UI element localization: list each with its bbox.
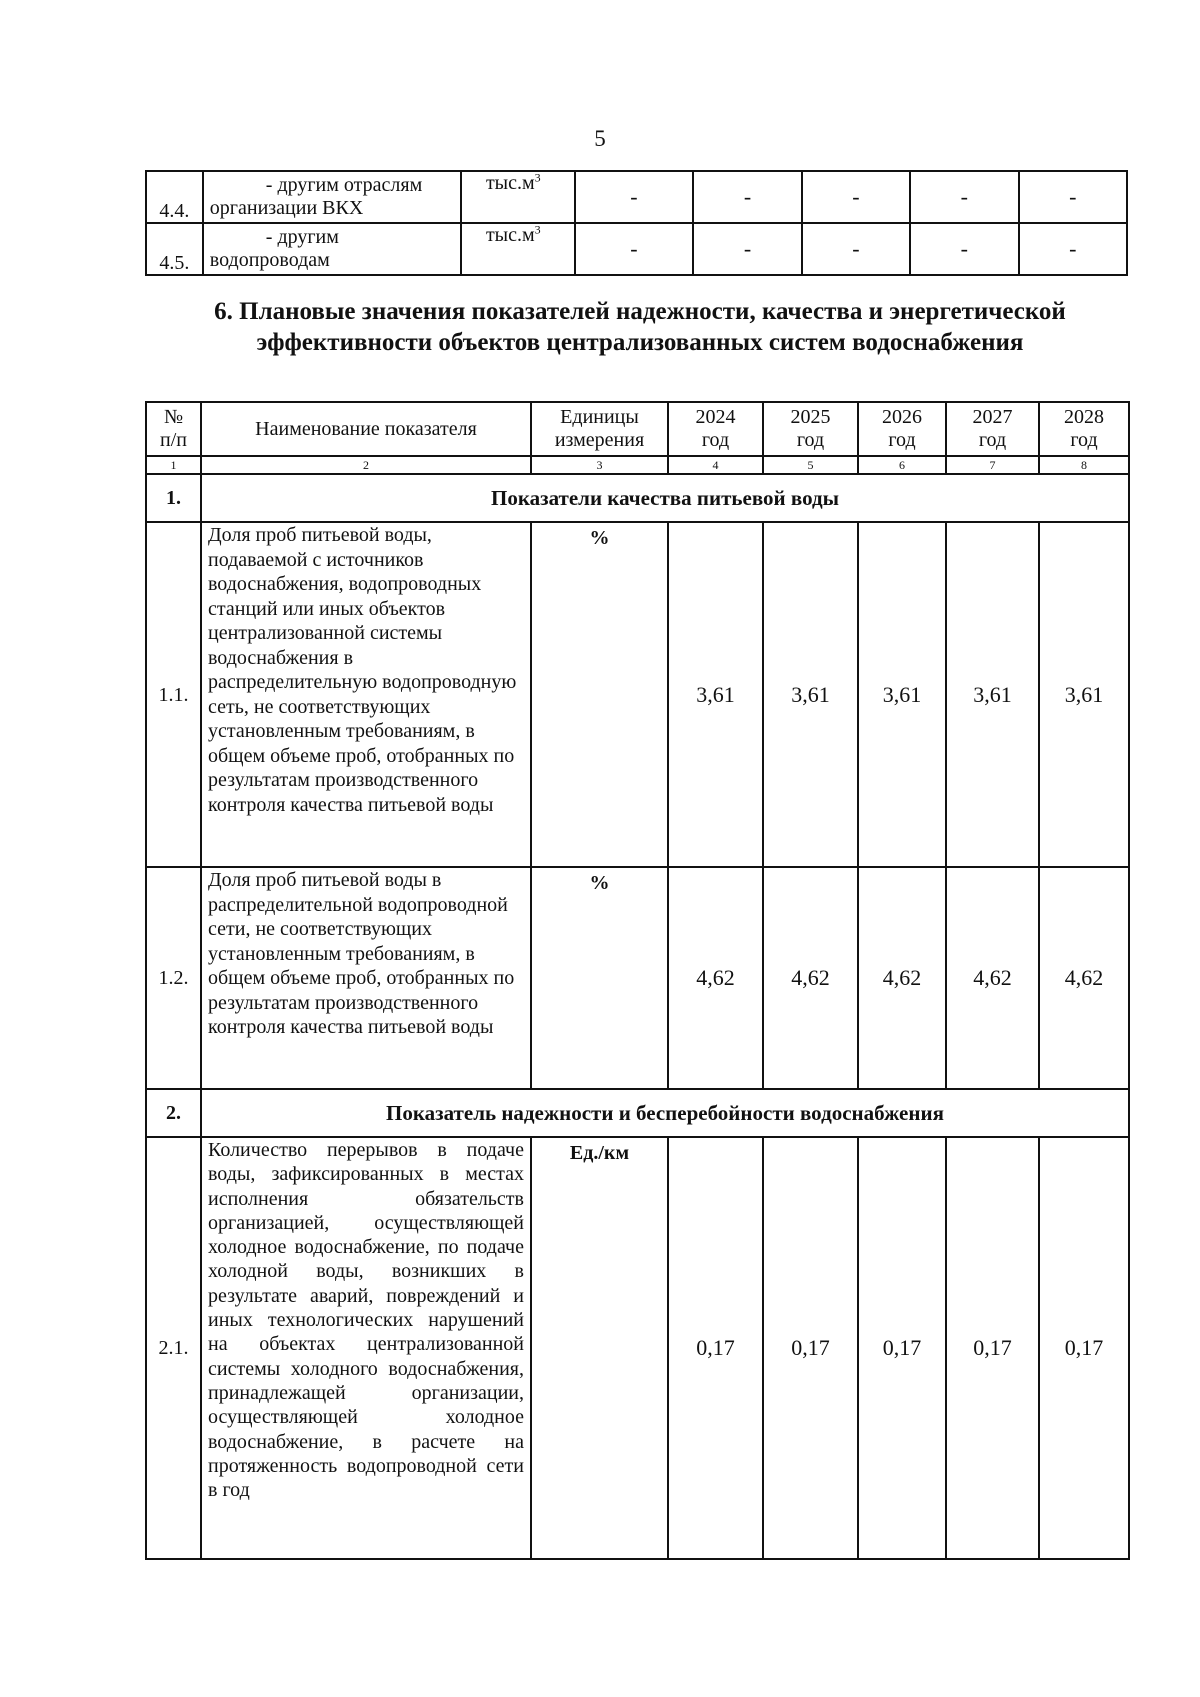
row-unit: % [531,867,668,1089]
value-cell: 4,62 [668,867,763,1089]
header-num: № п/п [146,402,201,456]
value-cell: 0,17 [668,1137,763,1559]
value-cell: - [802,223,910,275]
row-name: - другим отраслям организации ВКХ [203,171,461,223]
column-number: 6 [858,456,946,474]
row-number: 1.1. [146,522,201,867]
column-number: 3 [531,456,668,474]
row-name: - другим водопроводам [203,223,461,275]
value-cell: 0,17 [858,1137,946,1559]
section-number: 1. [146,474,201,522]
value-cell: 3,61 [858,522,946,867]
value-cell: 4,62 [946,867,1039,1089]
row-name: Доля проб питьевой воды, подаваемой с источников водоснабжения, водопроводных станций или иных объектов централизованной системы водоснабжения в распределительную водопроводную сеть, не соответствующих установленным требованиям, в общем объеме проб, отобранных по результатам производственного контроля качества питьевой воды [201,522,531,867]
row-name: Доля проб питьевой воды в распределительной водопроводной сети, не соответствующих установленным требованиям, в общем объеме проб, отобранных по результатам производственного контроля качества питьевой воды [201,867,531,1089]
value-cell: 0,17 [1039,1137,1129,1559]
section-heading: Показатели качества питьевой воды [201,474,1129,522]
column-number: 5 [763,456,858,474]
row-number: 2.1. [146,1137,201,1559]
value-cell: 4,62 [1039,867,1129,1089]
value-cell: - [693,223,801,275]
header-row [146,402,1129,456]
value-cell: 4,62 [858,867,946,1089]
column-number: 8 [1039,456,1129,474]
value-cell: 4,62 [763,867,858,1089]
value-cell: - [575,223,694,275]
row-unit: $тыс.м^3$ [461,223,575,275]
value-cell: 3,61 [763,522,858,867]
column-number: 7 [946,456,1039,474]
value-cell: - [910,171,1018,223]
table-row [146,522,1129,867]
section-heading: Показатель надежности и бесперебойности водоснабжения [201,1089,1129,1137]
value-cell: 3,61 [1039,522,1129,867]
value-cell: - [802,171,910,223]
value-cell: - [693,171,801,223]
row-number: 4.4. [146,171,203,223]
row-number: 1.2. [146,867,201,1089]
value-cell: 0,17 [763,1137,858,1559]
column-number-row [146,456,1129,474]
header-name: Наименование показателя [201,402,531,456]
continued-table [145,170,1128,276]
value-cell: 0,17 [946,1137,1039,1559]
value-cell: - [1019,171,1127,223]
header-year: 2028 год [1039,402,1129,456]
row-number: 4.5. [146,223,203,275]
value-cell: 3,61 [946,522,1039,867]
column-number: 1 [146,456,201,474]
table-row [146,171,1127,223]
column-number: 4 [668,456,763,474]
header-year: 2026 год [858,402,946,456]
section-row [146,474,1129,522]
row-unit: Ед./км [531,1137,668,1559]
page-number: 5 [594,126,606,151]
section-row [146,1089,1129,1137]
value-cell: - [1019,223,1127,275]
indicators-table [145,401,1130,1560]
value-cell: - [910,223,1018,275]
column-number: 2 [201,456,531,474]
header-year: 2027 год [946,402,1039,456]
value-cell: - [575,171,694,223]
row-name: Количество перерывов в подаче воды, зафиксированных в местах исполнения обязательств организацией, осуществляющей холодное водоснабжение, по подаче холодной воды, возникших в результате аварий, повреждений и иных технологических нарушений на объектах централизованной системы холодного водоснабжения, принадлежащей организации, осуществляющей холодное водоснабжение, в расчете на протяженность водопроводной сети в год [201,1137,531,1559]
table-row [146,1137,1129,1559]
header-unit: Единицы измерения [531,402,668,456]
header-year: 2024 год [668,402,763,456]
row-unit: $тыс.м^3$ [461,171,575,223]
value-cell: 3,61 [668,522,763,867]
row-unit: % [531,522,668,867]
table-row [146,223,1127,275]
table-row [146,867,1129,1089]
header-year: 2025 год [763,402,858,456]
section-title: 6. Плановые значения показателей надежности, качества и энергетической эффективности объектов централизованных систем водоснабжения [214,298,1066,356]
section-number: 2. [146,1089,201,1137]
